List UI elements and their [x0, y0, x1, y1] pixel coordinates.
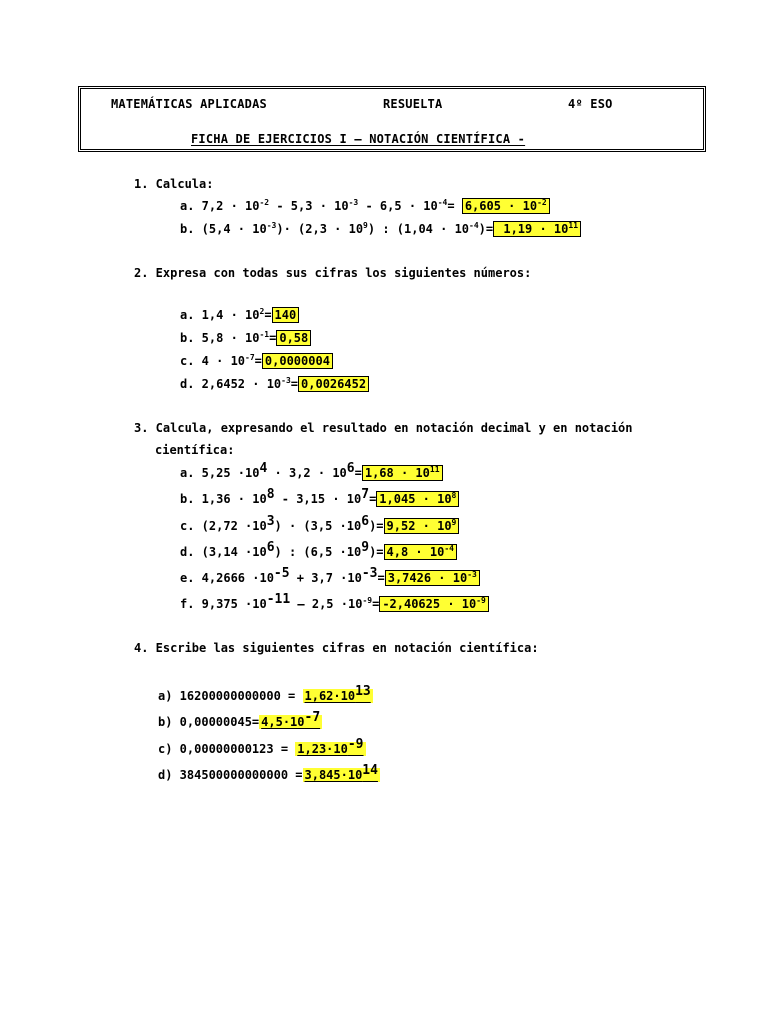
q1-a-exp2: -3 [348, 198, 359, 207]
q1-b-exp1: -3 [266, 221, 277, 230]
q2-d-eq: = [290, 377, 299, 391]
q3-b-exp2: 7 [361, 487, 370, 502]
q3-c [180, 514, 459, 534]
q3-d-eq: )= [369, 545, 384, 559]
q4-c-answer-base: 1,23·10 [297, 742, 348, 756]
q3-a-answer-base: 1,68 · 10 [364, 466, 430, 480]
q3-f-text2: – 2,5 ·10 [290, 597, 363, 611]
q4-b-answer-exp: -7 [304, 710, 321, 725]
q2-d-exp: -3 [281, 376, 291, 385]
q1-label: 1. Calcula: [134, 177, 214, 191]
q1-a-eq: = [447, 199, 462, 213]
q3-e-exp2: -3 [361, 566, 378, 581]
q3-b-eq: = [369, 492, 377, 506]
q3-a-eq: = [354, 466, 362, 480]
q3-c-exp1: 3 [266, 514, 275, 529]
q4-c-text: c) 0,00000000123 = [158, 742, 296, 756]
q1-b-text: b. (5,4 · 10 [180, 222, 267, 236]
q4-b-answer-base: 4,5·10 [261, 715, 305, 729]
q3-b-answer-base: 1,045 · 10 [379, 492, 452, 506]
q2-b [180, 330, 311, 346]
q4-b-text: b) 0,00000045= [158, 715, 260, 729]
q4-c [158, 737, 366, 757]
q1-b-text3: ) : (1,04 · 10 [367, 222, 470, 236]
q3-d-exp2: 9 [361, 540, 370, 555]
q3-e-answer [385, 570, 480, 586]
q3-e-eq: = [377, 571, 385, 585]
q3-d-answer-exp: -4 [444, 544, 454, 553]
q3-b-answer-exp: 8 [451, 491, 457, 500]
q1-a [180, 198, 550, 214]
q4-d-answer-base: 3,845·10 [304, 768, 363, 782]
worksheet-title: FICHA DE EJERCICIOS I – NOTACIÓN CIENTÍFICA - [191, 132, 526, 146]
q3-d-text2: ) : (6,5 ·10 [274, 545, 362, 559]
q3-e [180, 566, 480, 586]
q1-a-exp3: -4 [437, 198, 448, 207]
q1-a-answer [462, 198, 550, 214]
q3-f-answer-base: -2,40625 · 10 [382, 597, 477, 611]
q2-a [180, 307, 299, 323]
q4-d-answer [303, 763, 380, 782]
q4-a [158, 684, 373, 704]
q2-d-text: d. 2,6452 · 10 [180, 377, 282, 391]
q3-a [180, 461, 443, 481]
q3-a-answer [362, 465, 443, 481]
q1-a-answer-exp: -2 [537, 198, 547, 207]
q1-a-exp1: -2 [259, 198, 270, 207]
q1-a-text: a. 7,2 · 10 [180, 199, 260, 213]
q4-d-text: d) 384500000000000 = [158, 768, 303, 782]
q3-e-exp1: -5 [273, 566, 290, 581]
q3-f-text: f. 9,375 ·10 [180, 597, 267, 611]
q3-e-answer-base: 3,7426 · 10 [387, 571, 468, 585]
status-label: RESUELTA [383, 97, 443, 111]
q3-f-exp1: -11 [266, 592, 291, 607]
q4-d-answer-exp: 14 [362, 763, 378, 778]
q3-d [180, 540, 457, 560]
q1-b-answer-exp: 11 [568, 221, 579, 230]
q4-a-answer [303, 684, 373, 703]
q2-b-text: b. 5,8 · 10 [180, 331, 260, 345]
q4-a-text: a) 16200000000000 = [158, 689, 303, 703]
q3-f [180, 592, 489, 612]
q3-d-answer-base: 4,8 · 10 [386, 545, 445, 559]
q2-c-answer: 0,0000004 [262, 353, 333, 369]
q3-c-text: c. (2,72 ·10 [180, 519, 267, 533]
q2-label: 2. Expresa con todas sus cifras los siguientes números: [134, 266, 532, 280]
q4-b-answer [259, 710, 322, 729]
q2-a-answer: 140 [272, 307, 300, 323]
q2-c-eq: = [254, 354, 262, 368]
q2-c-exp: -7 [245, 353, 255, 362]
q1-b-answer-base: 1,19 · 10 [496, 222, 569, 236]
q3-a-text2: · 3,2 · 10 [267, 466, 347, 480]
q4-a-answer-exp: 13 [355, 684, 371, 699]
q3-c-answer-base: 9,52 · 10 [386, 519, 452, 533]
q3-label-line1: 3. Calcula, expresando el resultado en notación decimal y en notación [134, 421, 633, 435]
q1-b-text2: )· (2,3 · 10 [276, 222, 364, 236]
q1-b-eq: )= [478, 222, 494, 236]
q3-b-text2: - 3,15 · 10 [274, 492, 362, 506]
q2-b-eq: = [269, 331, 277, 345]
q3-b-text: b. 1,36 · 10 [180, 492, 267, 506]
q2-c [180, 353, 333, 369]
q3-c-exp2: 6 [361, 514, 370, 529]
q3-b-exp1: 8 [266, 487, 275, 502]
q2-d [180, 376, 369, 392]
q1-b-exp3: -4 [469, 221, 479, 230]
q3-d-exp1: 6 [266, 540, 275, 555]
q3-f-eq: = [372, 597, 380, 611]
q1-a-text3: - 6,5 · 10 [358, 199, 438, 213]
q3-c-eq: )= [369, 519, 384, 533]
q2-a-text: a. 1,4 · 10 [180, 308, 260, 322]
q3-e-text: e. 4,2666 ·10 [180, 571, 274, 585]
q4-b [158, 710, 322, 730]
q3-c-answer-exp: 9 [451, 518, 457, 527]
q3-d-answer [384, 544, 457, 560]
q3-e-answer-exp: -3 [467, 570, 477, 579]
q3-b [180, 487, 459, 507]
q3-a-answer-exp: 11 [429, 465, 440, 474]
q3-label-line2: científica: [155, 443, 235, 457]
q2-c-text: c. 4 · 10 [180, 354, 246, 368]
q2-a-exp: 2 [259, 307, 265, 316]
q1-b-exp2: 9 [363, 221, 368, 230]
subject-label: MATEMÁTICAS APLICADAS [111, 97, 267, 111]
q2-b-exp: -1 [259, 330, 270, 339]
q3-b-answer [376, 491, 459, 507]
q3-e-text2: + 3,7 ·10 [289, 571, 362, 585]
q1-b [180, 221, 581, 237]
q2-b-answer: 0,58 [276, 330, 311, 346]
q4-c-answer [295, 737, 365, 756]
q2-d-answer: 0,0026452 [298, 376, 369, 392]
q3-f-answer [379, 596, 489, 612]
q3-c-answer [384, 518, 460, 534]
q4-a-answer-base: 1,62·10 [304, 689, 356, 703]
q1-a-answer-base: 6,605 · 10 [464, 199, 538, 213]
q3-a-exp2: 6 [346, 461, 355, 476]
level-label: 4º ESO [568, 97, 613, 111]
q3-a-text: a. 5,25 ·10 [180, 466, 260, 480]
q3-a-exp1: 4 [259, 461, 268, 476]
q3-f-exp2: -9 [362, 596, 373, 605]
q4-d [158, 763, 380, 783]
q3-c-text2: ) · (3,5 ·10 [274, 519, 362, 533]
q1-a-text2: - 5,3 · 10 [269, 199, 349, 213]
q4-label: 4. Escribe las siguientes cifras en notación científica: [134, 641, 539, 655]
q3-f-answer-exp: -9 [476, 596, 486, 605]
header-box [78, 86, 706, 152]
q3-d-text: d. (3,14 ·10 [180, 545, 267, 559]
q1-b-answer [493, 221, 581, 237]
q4-c-answer-exp: -9 [347, 737, 364, 752]
q2-a-eq: = [264, 308, 272, 322]
